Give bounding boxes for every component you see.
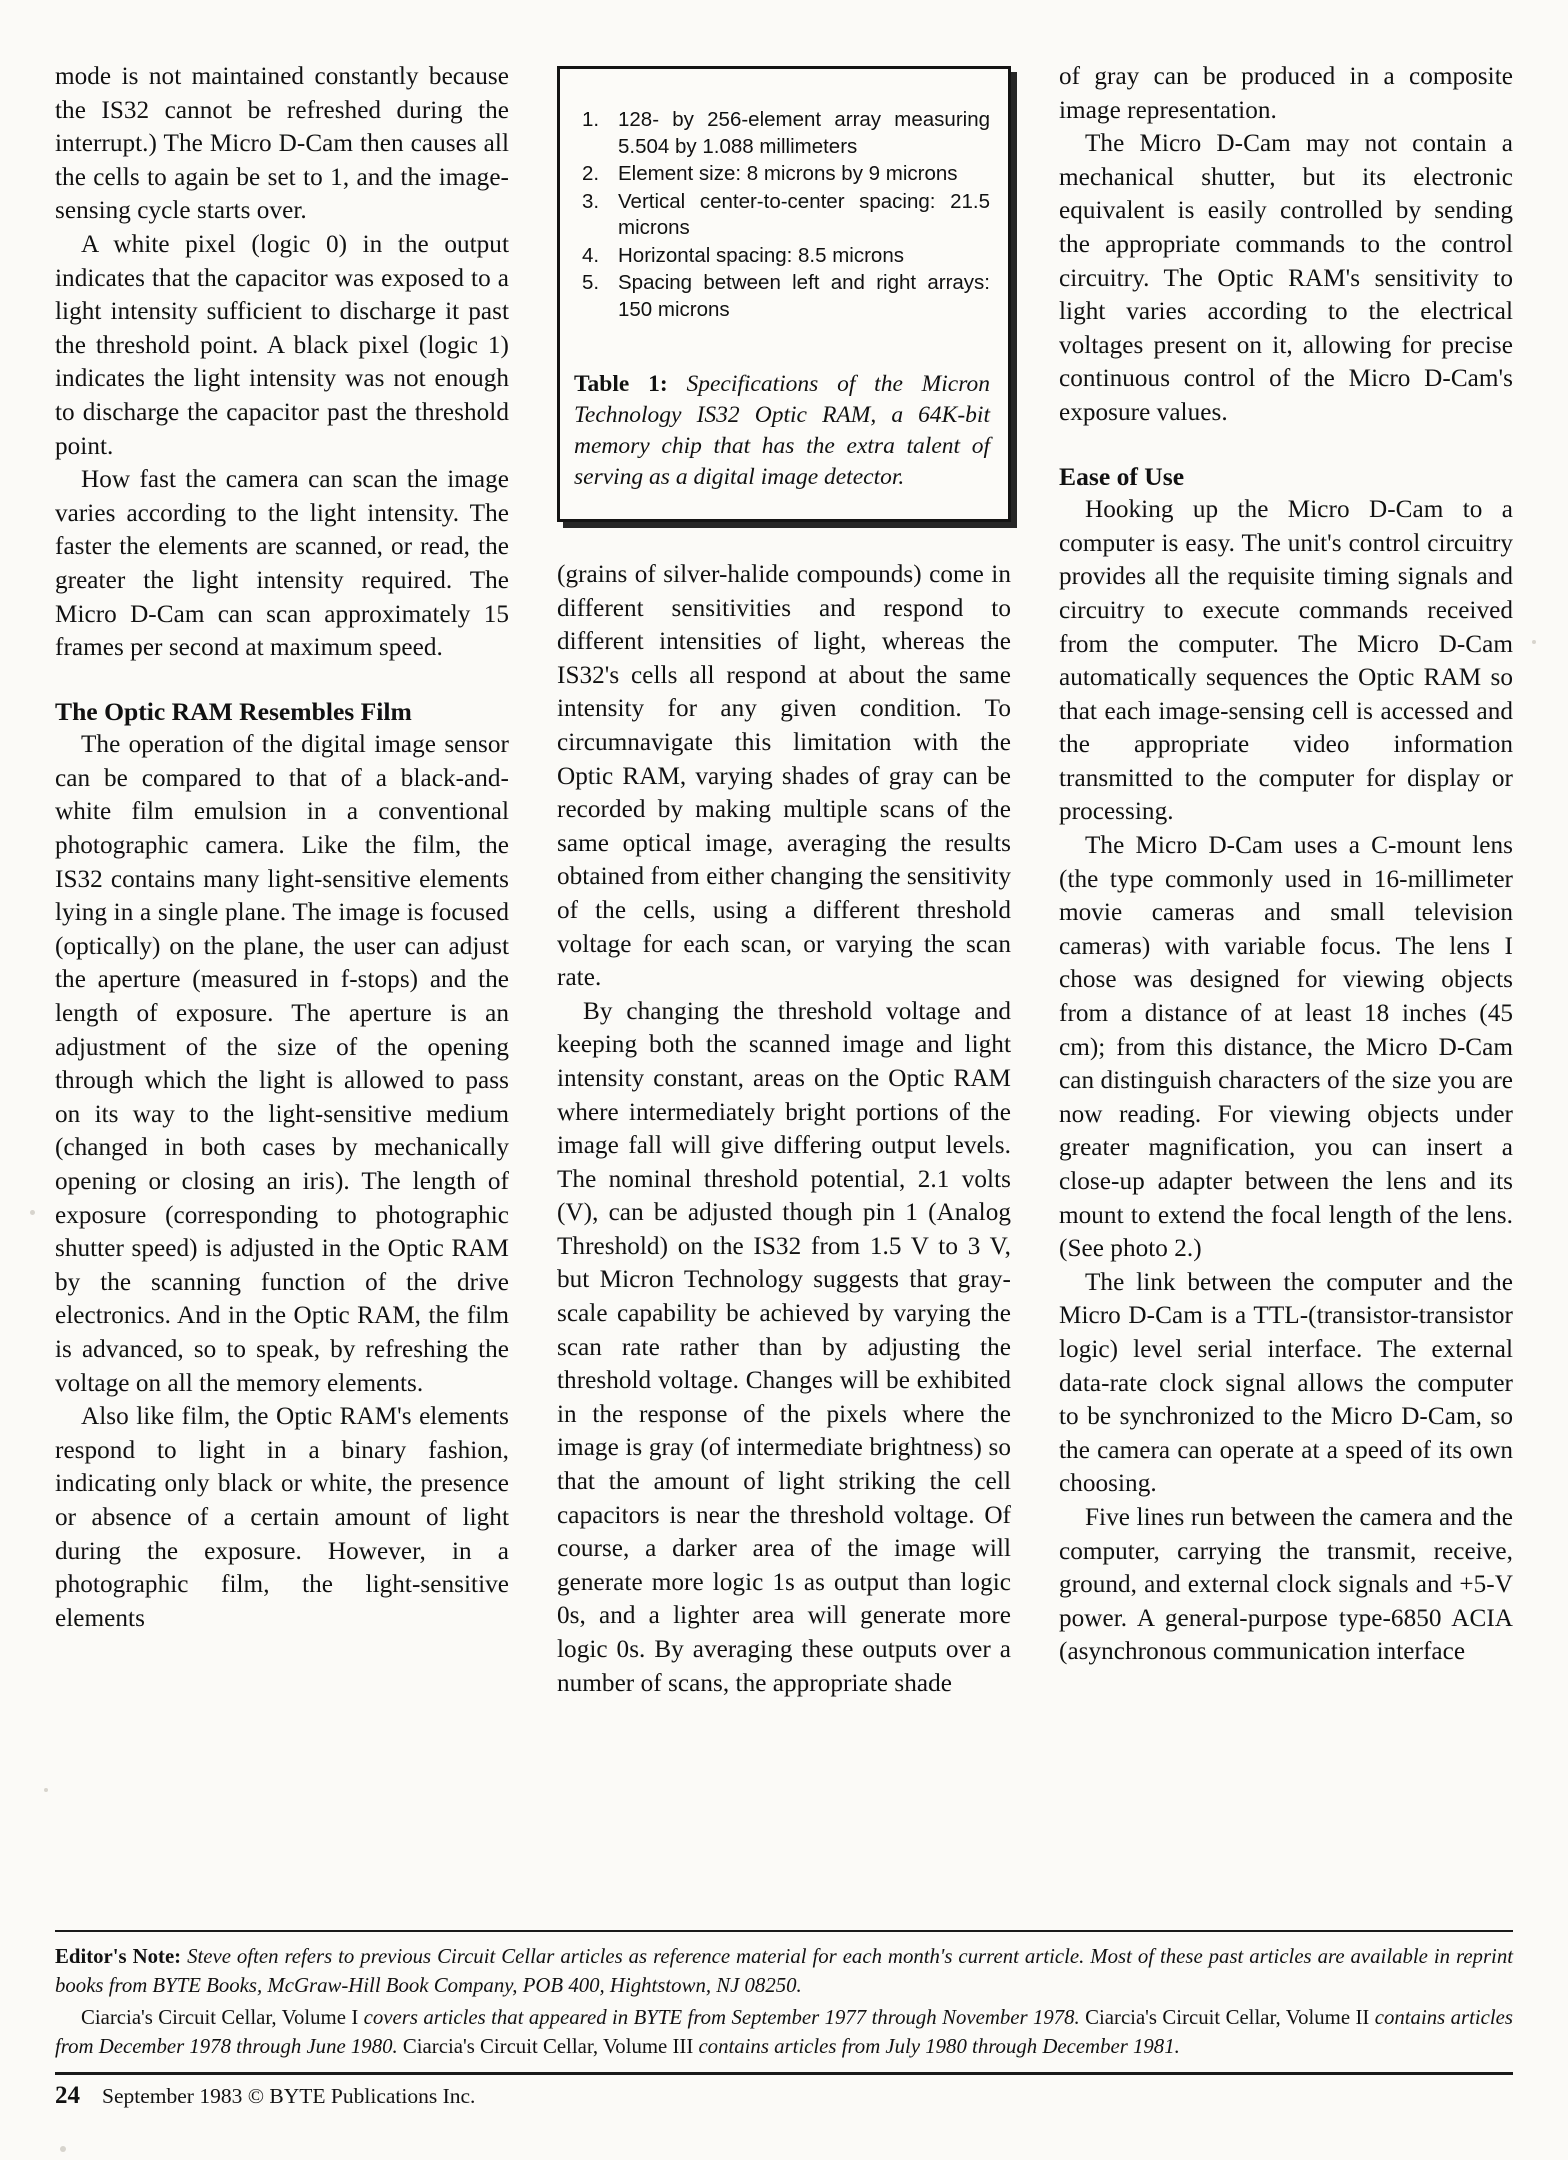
list-item: 128- by 256-element array measuring 5.504 by 1.088 millimeters: [618, 108, 990, 158]
editors-note-paragraph-2: [55, 2004, 1513, 2061]
specifications-list: [574, 107, 990, 323]
paragraph: (grains of silver-halide compounds) come in different sensitivities and respond to different intensities of light, whereas the IS32's cells all respond at about the same intensity for any given condition. To circumnavigate this limitation with the Optic RAM, varying shades of gray can be recorded by making multiple scans of the same optical image, averaging the results obtained from either changing the sensitivity of the cells, using a different threshold voltage for each scan, or varying the scan rate.: [557, 561, 1011, 992]
three-column-layout: [55, 60, 1513, 1700]
paragraph: of gray can be produced in a composite image representation.: [1059, 63, 1513, 124]
page-footer: [55, 2082, 475, 2110]
divider-rule-bottom: [55, 2072, 1513, 2075]
paragraph: Also like film, the Optic RAM's elements respond to light in a binary fashion, indicating only black or white, the presence or absence of a certain amount of light during the exposure. However, in a photographic film, the light-sensitive elements: [55, 1403, 509, 1632]
scan-artifact: [30, 1210, 35, 1215]
table-caption-label: Table 1:: [574, 371, 668, 397]
section-heading-optic-ram-resembles-film: The Optic RAM Resembles Film: [55, 696, 412, 726]
list-item: Element size: 8 microns by 9 microns: [618, 162, 958, 185]
paragraph: Hooking up the Micro D-Cam to a computer is easy. The unit's control circuitry provides all the requisite timing signals and circuitry to execute commands received from the computer. The Micro D-Cam automatically sequences the Optic RAM so that each image-sensing cell is accessed and the appropriate video information transmitted to the computer for display or processing.: [1059, 496, 1513, 826]
table-caption-text: Specifications of the Micron Technology IS32 Optic RAM, a 64K-bit memory chip that has the extra talent of serving as a digital image detector.: [574, 371, 990, 490]
paragraph: mode is not maintained constantly because the IS32 cannot be refreshed during the interrupt.) The Micro D-Cam then causes all the cells to again be set to 1, and the image-sensing cycle starts over.: [55, 63, 509, 225]
editors-note-label: Editor's Note:: [55, 1945, 182, 1968]
list-item: Vertical center-to-center spacing: 21.5 microns: [618, 189, 990, 239]
volume-2-title: Ciarcia's Circuit Cellar, Volume II: [1085, 2006, 1375, 2029]
divider-rule-top: [55, 1930, 1513, 1932]
paragraph: The Micro D-Cam uses a C-mount lens (the type commonly used in 16-millimeter movie cameras and small television cameras) with variable focus. The lens I chose was designed for viewing objects from a distance of at least 18 inches (45 cm); from this distance, the Micro D-Cam can distinguish characters of the size you are now reading. For viewing objects under greater magnification, you can insert a close-up adapter between the lens and its mount to extend the focal length of the lens. (See photo 2.): [1059, 832, 1513, 1263]
page-text-area: [55, 60, 1513, 2100]
paragraph: The operation of the digital image sensor can be compared to that of a black-and-white film emulsion in a conventional photographic camera. Like the film, the IS32 contains many light-sensitive elements lying in a single plane. The image is focused (optically) on the plane, the user can adjust the aperture (measured in f-stops) and the length of exposure. The aperture is an adjustment of the size of the opening through which the light is allowed to pass on its way to the light-sensitive medium (changed in both cases by mechanically opening or closing an iris). The length of exposure (corresponding to photographic shutter speed) is adjusted in the Optic RAM by the scanning function of the drive electronics. And in the Optic RAM, the film is advanced, so to speak, by refreshing the voltage on all the memory elements.: [55, 731, 509, 1397]
editors-note-block: [55, 1930, 1513, 2075]
table-caption: [574, 369, 990, 493]
paragraph: The Micro D-Cam may not contain a mechanical shutter, but its electronic equivalent is easily controlled by sending the appropriate commands to the control circuitry. The Optic RAM's sensitivity to light varies according to the electrical voltages present on it, allowing for precise continuous control of the Micro D-Cam's exposure values.: [1059, 130, 1513, 426]
table-1-box: [557, 66, 1011, 522]
scan-artifact: [60, 2146, 66, 2152]
volume-2-desc: contains articles from December 1978 through June 1980.: [55, 2006, 1513, 2058]
list-item: Horizontal spacing: 8.5 microns: [618, 243, 904, 267]
list-item: Spacing between left and right arrays: 150 microns: [618, 271, 990, 321]
paragraph: Five lines run between the camera and the computer, carrying the transmit, receive, ground, and external clock signals and +5-V power. A general-purpose type-6850 ACIA (asynchronous communication interface: [1059, 1503, 1513, 1666]
volume-1-desc: covers articles that appeared in BYTE from September 1977 through November 1978.: [363, 2006, 1086, 2029]
editors-note-text: Steve often refers to previous Circuit Cellar articles as reference material for each month's current article. Most of these past articles are available in reprint books from BYTE Books, McGraw-Hill Book Company, POB 400, Hightstown, NJ 08250.: [55, 1945, 1514, 1997]
publication-imprint: September 1983 © BYTE Publications Inc.: [102, 2084, 476, 2108]
volume-3-title: Ciarcia's Circuit Cellar, Volume III: [402, 2034, 699, 2058]
section-heading-ease-of-use: Ease of Use: [1059, 461, 1185, 491]
scan-artifact: [44, 1788, 48, 1792]
volume-3-desc: contains articles from July 1980 through December 1981.: [698, 2034, 1180, 2058]
scan-artifact: [1532, 640, 1536, 644]
column-left: [55, 60, 509, 1700]
paragraph: By changing the threshold voltage and keeping both the scanned image and light intensity constant, areas on the Optic RAM where intermediately bright portions of the image fall will give differing output levels. The nominal threshold potential, 2.1 volts (V), can be adjusted though pin 1 (Analog Threshold) on the IS32 from 1.5 V to 3 V, but Micron Technology suggests that gray-scale capability be achieved by varying the scan rate rather than by adjusting the threshold voltage. Changes will be exhibited in the response of the pixels where the image is gray (of intermediate brightness) so that the amount of light striking the cell capacitors is near the threshold voltage. Of course, a darker area of the image will generate more logic 1s as output than logic 0s, and a lighter area will generate more logic 0s. By averaging these outputs over a number of scans, the appropriate shade: [557, 997, 1011, 1697]
paragraph: The link between the computer and the Micro D-Cam is a TTL-(transistor-transistor logic) level serial interface. The external data-rate clock signal allows the computer to be synchronized to the Micro D-Cam, so the camera can operate at a speed of its own choosing.: [1059, 1268, 1513, 1498]
page-number: 24: [55, 2082, 80, 2109]
volume-1-title: Ciarcia's Circuit Cellar, Volume I: [81, 2006, 364, 2029]
paragraph: A white pixel (logic 0) in the output indicates that the capacitor was exposed to a light intensity sufficient to discharge it past the threshold point. A black pixel (logic 1) indicates the light intensity was not enough to discharge the capacitor past the threshold point.: [55, 230, 509, 460]
editors-note-paragraph-1: [55, 1943, 1513, 2000]
paragraph: How fast the camera can scan the image varies according to the light intensity. The faster the elements are scanned, or read, the greater the light intensity required. The Micro D-Cam can scan approximately 15 frames per second at maximum speed.: [55, 466, 509, 662]
column-right: [1059, 60, 1513, 1700]
column-middle: [557, 60, 1011, 1700]
